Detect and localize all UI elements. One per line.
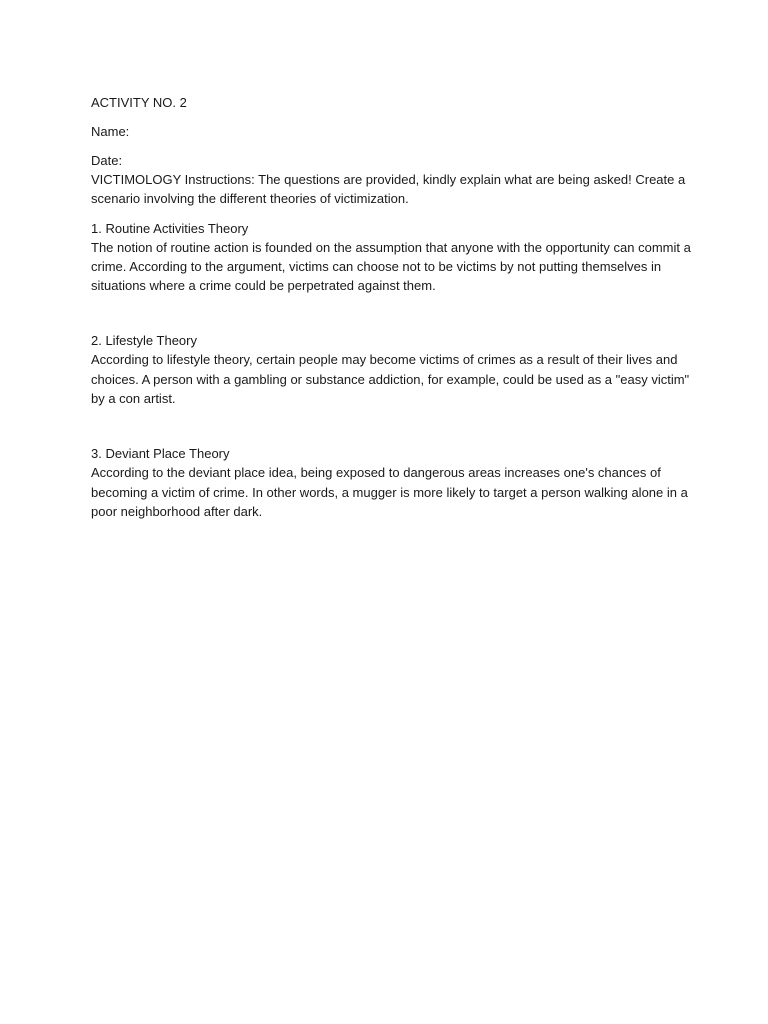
section-3-heading: 3. Deviant Place Theory xyxy=(91,446,230,462)
section-1-body: The notion of routine action is founded on the assumption that anyone with the opportunity can commit a crime. According to the argument, victims can choose not to be victims by not putting themselves in situations where a crime could be perpetrated against them. xyxy=(91,239,691,294)
name-label: Name: xyxy=(91,124,130,139)
document-page xyxy=(91,93,691,521)
activity-title: ACTIVITY NO. 2 xyxy=(91,95,187,110)
section-3-body: According to the deviant place idea, being exposed to dangerous areas increases one's chances of becoming a victim of crime. In other words, a mugger is more likely to target a person walking alone in a poor neighborhood after dark. xyxy=(91,465,688,519)
section-2-body: According to lifestyle theory, certain people may become victims of crimes as a result of their lives and choices. A person with a gambling or substance addiction, for example, could be used as a "easy victim" by a con artist. xyxy=(91,352,690,407)
date-label: Date: xyxy=(91,153,123,168)
section-1-heading: 1. Routine Activities Theory xyxy=(91,220,249,236)
instructions-text: VICTIMOLOGY Instructions: The questions are provided, kindly explain what are being asked! Create a scenario involving the different theories of victimization. xyxy=(91,172,686,207)
section-2-heading: 2. Lifestyle Theory xyxy=(91,333,197,349)
